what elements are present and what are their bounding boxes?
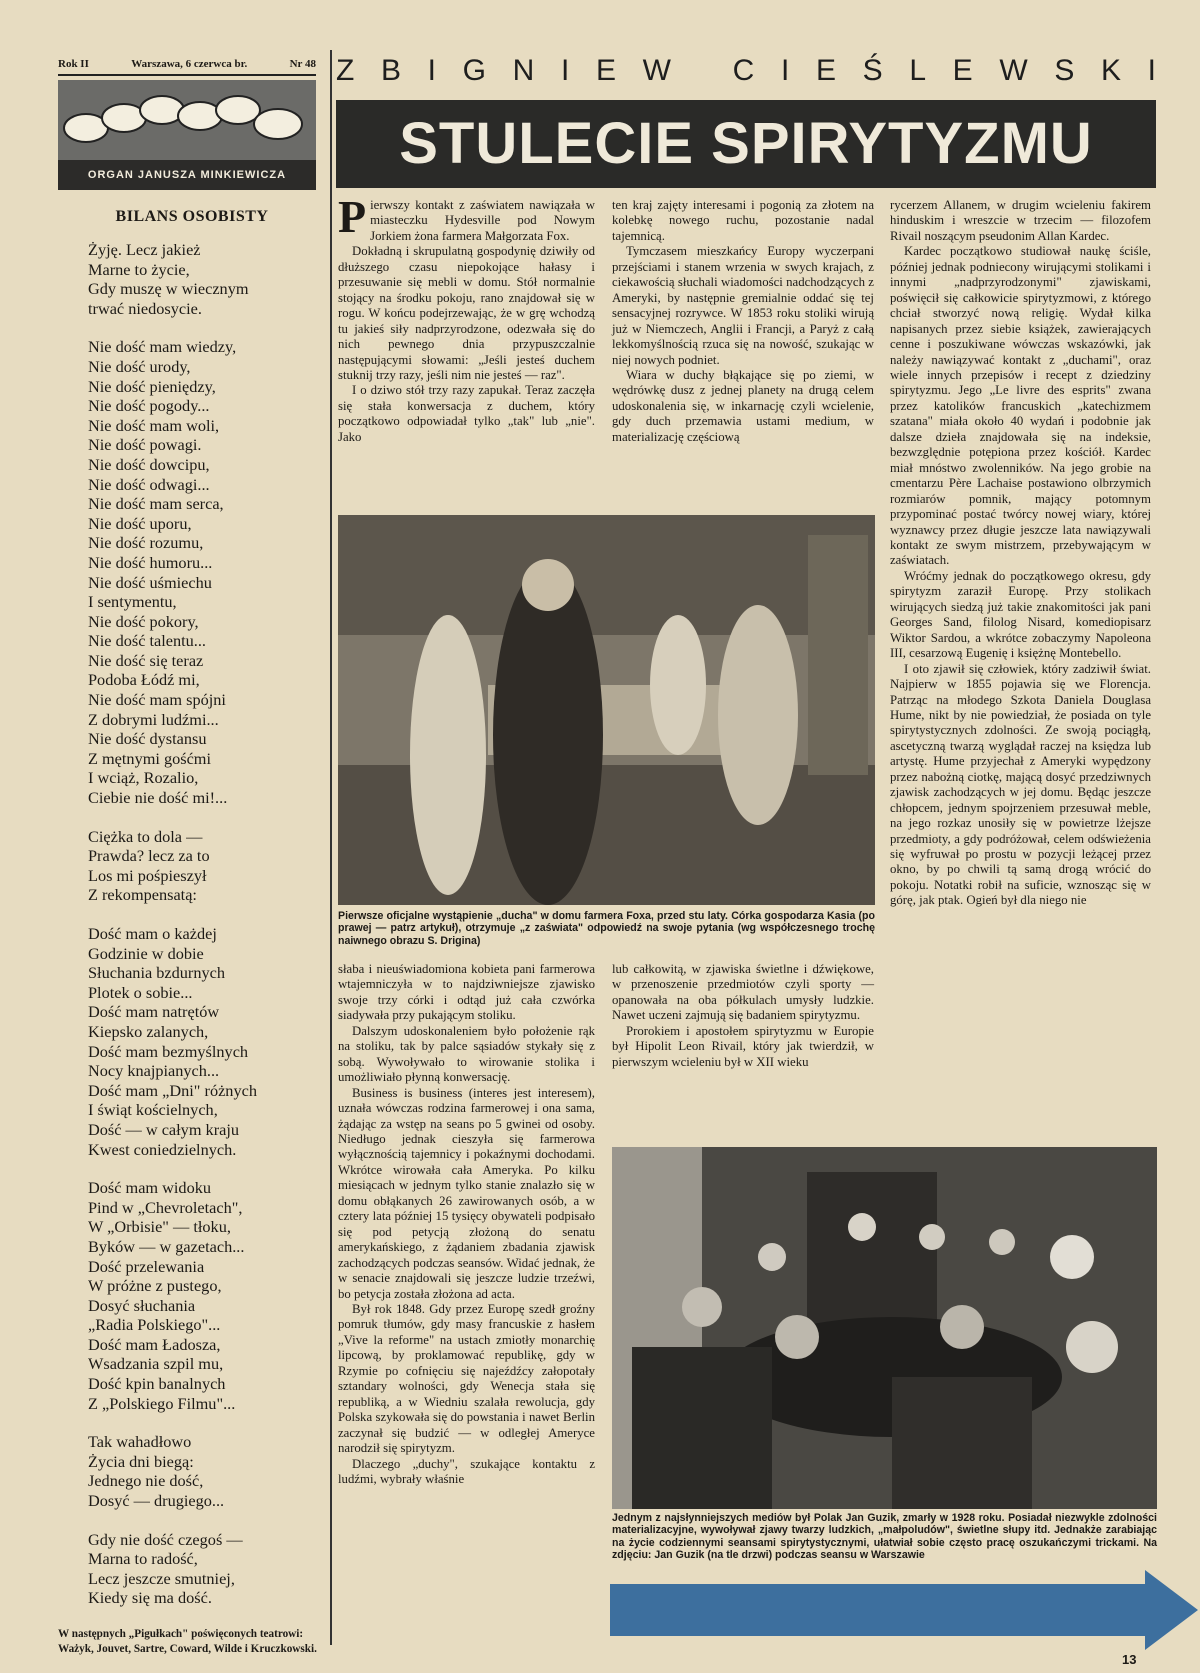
poem-line: Dość mam Ładosza, [88, 1334, 221, 1354]
poem-line: Z dobrymi ludźmi... [88, 709, 219, 729]
article-paragraph: Dlaczego „duchy", szukające kontaktu z ludźmi, wybrały właśnie [338, 1456, 595, 1486]
poem-line: Ciężka to dola — [88, 826, 203, 846]
poem-line: Lecz jeszcze smutniej, [88, 1568, 235, 1588]
article-paragraph: Tymczasem mieszkańcy Europy wyczerpani przejściami i stanem wrzenia w swych krajach, z ciekawością słuchali wiadomości nadchodzących z Ameryki, by następnie gremialnie oddać się tej sensacyjnej rozrywce. W 1853 roku stoliki wirują już w Niemczech, Anglii i Francji, a Paryż z całą lekkomyślnością rzuca się na nowość, szukając w niej nowych podniet. [612, 244, 874, 367]
poem-line: Słuchania bzdurnych [88, 963, 225, 983]
author-letter: S [1054, 54, 1075, 87]
poem-line: Dość mam widoku [88, 1178, 211, 1198]
author-letter: K [1100, 54, 1121, 87]
poem-line: Los mi pośpieszył [88, 865, 207, 885]
poem-stanza [88, 1530, 326, 1608]
poem-line: Żyję. Lecz jakież [88, 240, 201, 259]
poem-line: trwać niedosycie. [88, 298, 202, 318]
author-letter: W [642, 54, 671, 87]
author-letter: G [462, 54, 486, 87]
author-name [336, 54, 1156, 88]
poem-line: Podoba Łódź mi, [88, 670, 200, 690]
date-label: Warszawa, 6 czerwca br. [131, 58, 248, 70]
poem-line: Nie dość pieniędzy, [88, 376, 216, 396]
article-paragraph: rycerzem Allanem, w drugim wcieleniu fakirem hinduskim i wreszcie w trzecim — filozofem Rivail noszącym pseudonim Allan Kardec. [890, 198, 1151, 243]
poem-line: Kiepsko zalanych, [88, 1021, 209, 1041]
poem-stanza [88, 240, 326, 318]
article-paragraph: Dalszym udoskonaleniem było położenie rąk na stoliku, tak by palce sąsiadów stykały się z sobą. Wywoływało to wirowanie stolika i umożliwiało płynną konwersację. [338, 1023, 595, 1085]
poem-line: Dość mam „Dni" różnych [88, 1080, 257, 1100]
article-title: STULECIE SPIRYTYZMU [336, 100, 1156, 188]
poem-line: Pind w „Chevroletach", [88, 1197, 243, 1217]
article-column-2-top [612, 198, 874, 445]
article-paragraph [338, 191, 595, 244]
poem-line: Nocy knajpianych... [88, 1061, 220, 1081]
page-number: 13 [1122, 1652, 1137, 1667]
poem-line: Marne to życie, [88, 259, 190, 279]
poem-line: W próżne z pustego, [88, 1276, 222, 1296]
poem-column [58, 190, 326, 1657]
poem-line: Nie dość odwagi... [88, 474, 210, 494]
poem-line: Jednego nie dość, [88, 1471, 204, 1491]
poem-line: Dosyć — drugiego... [88, 1491, 225, 1511]
poem-line: „Radia Polskiego"... [88, 1315, 221, 1335]
author-letter: Ś [862, 54, 883, 87]
poem-line: Marna to radość, [88, 1549, 198, 1569]
poem-line: Nie dość mam serca, [88, 494, 224, 514]
poem-line: Dość przelewania [88, 1256, 205, 1276]
guzik-seance-photo [612, 1147, 1157, 1509]
poem-line: Prawda? lecz za to [88, 846, 210, 866]
poem-line: Gdy muszę w wiecznym [88, 279, 249, 299]
poem-stanza [88, 337, 326, 807]
article-paragraph: słaba i nieuświadomiona kobieta pani farmerowa wtajemniczyła w to najdziwniejsze zjawisko swoje trzy córki i odtąd już cała czwórka siadywała przy pukającym stoliku. [338, 962, 595, 1023]
poem-line: Nie dość uśmiechu [88, 572, 212, 592]
article-paragraph: Prorokiem i apostołem spirytyzmu w Europie był Hipolit Leon Rivail, który jak twierdził, w pierwszym wcieleniu był w XII wieku [612, 1023, 874, 1069]
poem-body [58, 240, 326, 1608]
article-paragraph: I oto zjawił się człowiek, który zadziwił świat. Najpierw w 1855 pojawia się we Florencja. Patrząc na młodego Szkota Daniela Douglasa Hume, nikt by nie powiedział, że posiada on tyle spirytystycznych zdolności. Ze swoją pociągłą, ascetyczną twarzą wyglądał raczej na księdza lub artystę. Hume przyjechał z Ameryki wypędzony przez nabożną ciotkę, mającą dosyć przedziwnych zjawisk zachodzących w jej domu. Będąc jeszcze chłopcem, jednym spojrzeniem przesuwał meble, na jego rozkaz unosiły się w powietrze lżejsze przedmioty, a gdy podróżował, celem odświeżenia się wyfruwał po prostu w pozycji leżącej przez okno, by po chwili tą samą drogą wrócić do pokoju. Notatki robił na suficie, wznosząc się w górę, jak ptak. Ogień był dla niego nie [890, 661, 1151, 908]
poem-line: Tak wahadłowo [88, 1432, 192, 1452]
article-paragraph: Wróćmy jednak do początkowego okresu, gdy spirytyzm zaraził Europę. Przy stolikach wirujących siedzą już takie znakomitości jak pani Georges Sand, filolog Nisard, komediopisarz Wiktor Sardou, a wkrótce zobaczymy Napoleona III, cesarzową Eugenię i księżnę Montebello. [890, 568, 1151, 661]
article-paragraph: Kardec początkowo studiował naukę ściśle, później jednak podniecony wirującymi stolikami i innymi „nadprzyrodzonymi" zjawiskami, poświęcił się całkowicie spirytyzmowi, z którego chciał stworzyć nową religię. Wydał kilka napisanych przez siebie książek, zawierających cenne i poszukiwane wówczas wskazówki, jak należy nawiązywać kontakt z „duchami", oraz wiele innych przepisów i recept z dziedziny spirytyzmu. Jego „Le livre des esprits" zwana przez katolików francuskich „katechizmem szatana" miała około 40 wydań i podobnie jak dalsze dzieła znajdowała się na indeksie, bezwzględnie potępiona przez kościół. Kardec miał mnóstwo zwolenników. Na jego grobie na cmentarzu Père Lachaise postawiono olbrzymich rozmiarów pomnik, mający potomnym przypominać postać twórcy nowej wiary, której wyznawcy przez długie jeszcze lata nawiązywali kontakt ze swym mistrzem, przebywającym w zaświatach. [890, 244, 1151, 568]
author-letter: I [427, 54, 436, 87]
poem-line: Nie dość pogody... [88, 396, 210, 416]
poem-line: Z mętnymi gośćmi [88, 748, 211, 768]
issue-number: Nr 48 [289, 58, 316, 70]
poem-line: Dosyć słuchania [88, 1295, 196, 1315]
author-letter: I [560, 54, 570, 87]
author-letter: B [380, 54, 401, 87]
poem-line: Dość kpin banalnych [88, 1374, 226, 1394]
year-label: Rok II [58, 58, 89, 70]
poem-line: Nie dość się teraz [88, 650, 204, 670]
poem-line: I wciąż, Rozalio, [88, 768, 199, 788]
article-paragraph: I o dziwo stół trzy razy zapukał. Teraz zaczęła się stała konwersacja z duchem, który początkowo odpowiadał tylko „tak" lub „nie". Jako [338, 383, 595, 444]
column-divider [330, 50, 332, 1645]
poem-stanza [88, 924, 326, 1159]
paragraph-text: ierwszy kontakt z zaświatem nawiązała w miasteczku Hydesville pod Nowym Jorkiem żona farmera Małgorzata Fox. [370, 198, 595, 243]
continue-arrow-icon [610, 1570, 1198, 1650]
poem-line: Nie dość talentu... [88, 631, 207, 651]
poem-line: Nie dość mam spójni [88, 690, 226, 710]
poem-line: Byków — w gazetach... [88, 1236, 245, 1256]
poem-line: Gdy nie dość czegoś — [88, 1529, 243, 1549]
poem-line: Dość mam o każdej [88, 924, 217, 943]
poem-line: Plotek o sobie... [88, 982, 193, 1002]
article-paragraph: Business is business (interes jest interesem), uznała wówczas rodzina farmerowej i ona sama, żądając za wstęp na seans po 5 gwinei od osoby. Niedługo jednak cieszyła się farmerowa wyłącznością tajemnicy i pokaźnymi dochodami. Wkrótce wirowała cała Ameryka. Po kilku miesiącach w jednym tylko stanie znalazło się w domu obłąkanych 26 zawirowanych osób, a w cztery lata później 15 tysięcy obywateli podpisało się pod petycją złożoną do senatu amerykańskiego, z żądaniem zbadania zjawisk zachodzących podczas seansów. Widać jednak, że w senacie znajdowali się jeszcze ludzie trzeźwi, bo petycja została złożona ad acta. [338, 1085, 595, 1301]
poem-line: Wsadzania szpil mu, [88, 1354, 224, 1374]
author-letter: L [909, 54, 926, 87]
photo-caption: Jednym z najsłynniejszych mediów był Polak Jan Guzik, zmarły w 1928 roku. Posiadał niezwykle zdolności materializacyjne, wywoływał zjawy twarzy ludzkich, „małpoludów", świetlne słupy itd. Jednakże zarabiając na życie codziennymi seansami spirytystycznymi, ułatwiał sobie często pracę oszukańczymi trickami. Na zdjęciu: Jan Guzik (na tle drzwi) podczas seansu w Warszawie [612, 1512, 1157, 1562]
poem-line: Kwest coniedzielnych. [88, 1139, 237, 1159]
poem-footnote: W następnych „Pigułkach" poświęconych teatrowi: Ważyk, Jouvet, Sartre, Coward, Wilde i Kruczkowski. [58, 1628, 317, 1655]
poem-line: Nie dość dowcipu, [88, 454, 210, 474]
author-letter: I [780, 54, 790, 87]
article-column-3 [890, 198, 1151, 909]
poem-line: Z „Polskiego Filmu"... [88, 1393, 236, 1413]
author-letter: I [1147, 54, 1156, 87]
article-column-1-top [338, 191, 595, 445]
poem-line: Ciebie nie dość mi!... [88, 788, 228, 808]
author-space [698, 54, 706, 88]
article-column-1-bottom [338, 962, 595, 1487]
poem-line: Nie dość pokory, [88, 611, 199, 631]
poem-line: W „Orbisie" — tłoku, [88, 1217, 231, 1237]
article-paragraph: Był rok 1848. Gdy przez Europę szedł groźny pomruk tłumów, gdy masy francuskie z hasłem „Vive la reforme" na ustach zmiotły monarchię lipcową, by proklamować republikę, gdy w Rzymie po cofnięciu się najeźdźcy załopotały sztandary wolności, gdy Wenecja stała się republiką, a w Wiedniu szalała rewolucja, gdy Polska szykowała się do powstania i nawet Berlin zaczynał się budzić — w odległej Ameryce narodził się spirytyzm. [338, 1301, 595, 1456]
poem-line: I świąt kościelnych, [88, 1100, 218, 1120]
poem-line: Kiedy się ma dość. [88, 1588, 212, 1608]
poem-line: Godzinie w dobie [88, 943, 204, 963]
poem-line: Nie dość powagi. [88, 435, 202, 455]
article-column-2-bottom [612, 962, 874, 1070]
poem-line: Dość — w całym kraju [88, 1119, 240, 1139]
poem-stanza [88, 1178, 326, 1413]
article-paragraph: lub całkowitą, w zjawiska świetlne i dźwiękowe, w przenoszenie przedmiotów czyli sporty — opanowała na oba półkulach umysły ludzkie. Nawet uczeni zajmują się badaniem spirytyzmu. [612, 962, 874, 1023]
author-letter: Z [336, 54, 355, 87]
poem-line: Nie dość dystansu [88, 729, 207, 749]
author-letter: E [595, 54, 616, 87]
poem-line: Nie dość humoru... [88, 552, 213, 572]
article-paragraph: Dokładną i skrupulatną gospodynię dziwiły od dłuższego czasu niepokojące hałasy i przesuwanie się mebli w domu. Stół normalnie stojący na środku pokoju, rano znajdował się w rogu. W końcu podejrzewając, że w grę wchodzą tu jakieś siły nadprzyrodzone, odezwała się do nich pewnego dnia przypuszczalnie następującymi słowami: „Jeśli jesteś duchem stuknij trzy razy, jeśli nim nie jesteś — raz". [338, 244, 595, 382]
masthead-subtitle: ORGAN JANUSZA MINKIEWICZA [58, 160, 316, 190]
poem-stanza [88, 1432, 326, 1510]
poem-line: Dość mam natrętów [88, 1002, 220, 1022]
poem-line: Życia dni biegą: [88, 1451, 194, 1471]
painting-caption: Pierwsze oficjalne wystąpienie „ducha" w domu farmera Foxa, przed stu laty. Córka gospodarza Kasia (po prawej — patrz artykuł), otrzymuje „z zaświata" odpowiedź na swoje pytania (wg współczesnego trochę naiwnego obrazu S. Drigina) [338, 910, 875, 947]
poem-line: Dość mam bezmyślnych [88, 1041, 249, 1061]
poem-stanza [88, 827, 326, 905]
poem-line: Nie dość urody, [88, 356, 191, 376]
author-letter: N [512, 54, 535, 87]
drop-cap: P [338, 191, 367, 242]
poem-line: Nie dość mam woli, [88, 415, 220, 435]
poem-line: Nie dość mam wiedzy, [88, 337, 237, 357]
author-letter: W [999, 54, 1028, 87]
seance-painting-image [338, 515, 875, 905]
poem-line: Nie dość rozumu, [88, 533, 204, 553]
author-letter: E [952, 54, 973, 87]
poem-line: I sentymentu, [88, 592, 177, 612]
article-paragraph: ten kraj zajęty interesami i pogonią za złotem na kolebkę nowego ruchu, pozostanie nadal tajemnicą. [612, 198, 874, 243]
masthead [58, 80, 316, 190]
author-letter: C [732, 54, 755, 87]
pigulki-logo [58, 80, 316, 160]
article-paragraph: Wiara w duchy błąkające się po ziemi, w wędrówkę dusz z jednej planety na drugą celem udoskonalenia się, w inkarnację czyli wcielenie, gdy duch przemawia ustami medium, w materializację częściową [612, 367, 874, 444]
dateline [58, 58, 316, 76]
poem-line: Z rekompensatą: [88, 885, 197, 905]
author-letter: E [815, 54, 836, 87]
poem-line: Nie dość uporu, [88, 513, 192, 533]
poem-title: BILANS OSOBISTY [115, 208, 269, 225]
